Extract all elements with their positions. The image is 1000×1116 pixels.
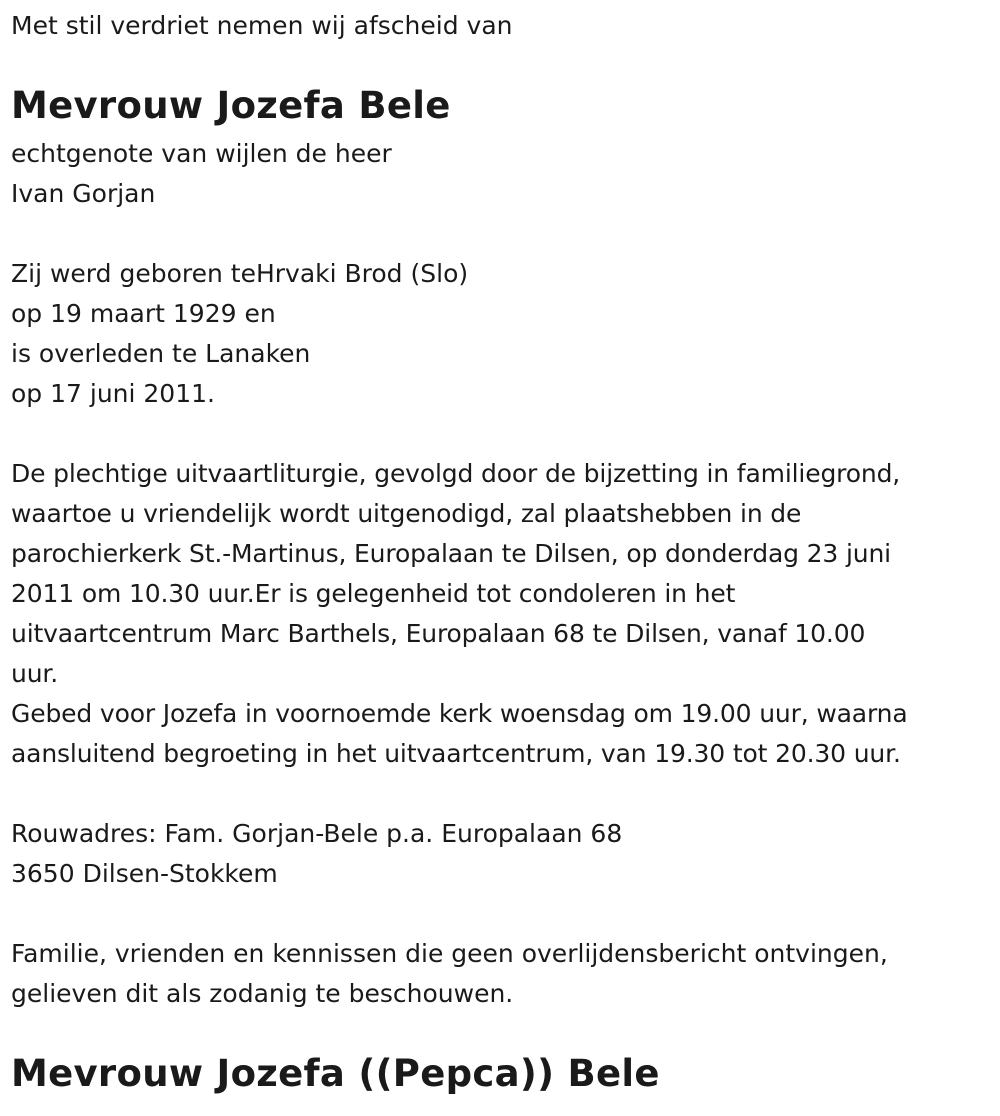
liturgy-line: 2011 om 10.30 uur.Er is gelegenheid tot condoleren in het <box>11 579 736 608</box>
footer-name-heading: Mevrouw Jozefa ((Pepca)) Bele <box>11 1052 660 1095</box>
deceased-name-heading: Mevrouw Jozefa Bele <box>11 84 451 127</box>
birth-death-line: op 19 maart 1929 en <box>11 299 276 328</box>
liturgy-line: De plechtige uitvaartliturgie, gevolgd door de bijzetting in familiegrond, <box>11 459 901 488</box>
notice-line: gelieven dit als zodanig te beschouwen. <box>11 979 514 1008</box>
birth-death-section <box>11 254 468 414</box>
liturgy-line: parochierkerk St.-Martinus, Europalaan te Dilsen, op donderdag 23 juni <box>11 539 891 568</box>
funeral-liturgy-section <box>11 454 908 774</box>
mourning-address-section <box>11 814 622 894</box>
liturgy-line: uitvaartcentrum Marc Barthels, Europalaan 68 te Dilsen, vanaf 10.00 <box>11 619 866 648</box>
notice-line: Familie, vrienden en kennissen die geen overlijdensbericht ontvingen, <box>11 939 888 968</box>
prayer-line: Gebed voor Jozefa in voornoemde kerk woensdag om 19.00 uur, waarna <box>11 699 908 728</box>
birth-death-line: is overleden te Lanaken <box>11 339 311 368</box>
spouse-line: echtgenote van wijlen de heer <box>11 139 392 168</box>
prayer-line: aansluitend begroeting in het uitvaartcentrum, van 19.30 tot 20.30 uur. <box>11 739 901 768</box>
address-line: Rouwadres: Fam. Gorjan-Bele p.a. Europalaan 68 <box>11 819 623 848</box>
liturgy-line: uur. <box>11 659 59 688</box>
spouse-section <box>11 134 392 214</box>
notice-section <box>11 934 888 1014</box>
liturgy-line: waartoe u vriendelijk wordt uitgenodigd, zal plaatshebben in de <box>11 499 802 528</box>
intro-text: Met stil verdriet nemen wij afscheid van <box>11 11 513 40</box>
birth-death-line: Zij werd geboren teHrvaki Brod (Slo) <box>11 259 469 288</box>
address-line: 3650 Dilsen-Stokkem <box>11 859 278 888</box>
birth-death-line: op 17 juni 2011. <box>11 379 215 408</box>
spouse-line: Ivan Gorjan <box>11 179 156 208</box>
